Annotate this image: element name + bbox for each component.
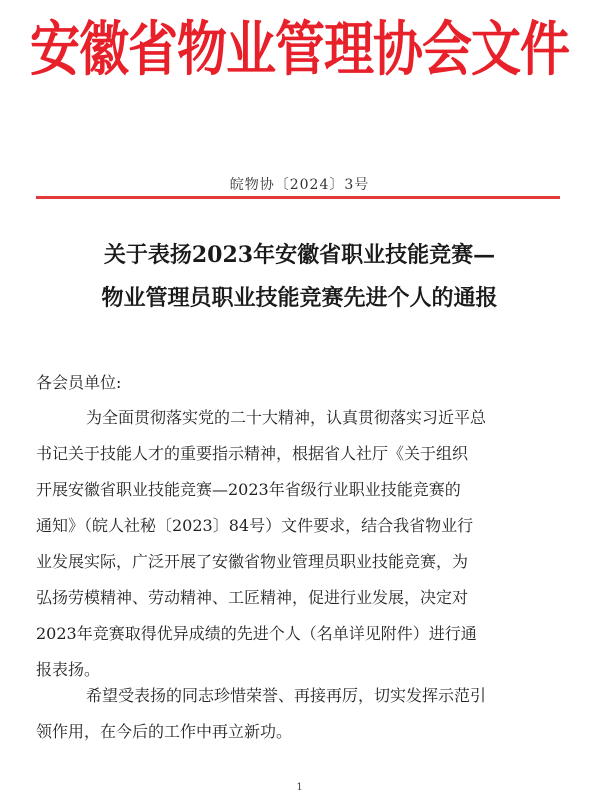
paragraph-line: 开展安徽省职业技能竞赛—2023年省级行业职业技能竞赛的: [36, 480, 461, 499]
paragraph-line: 业发展实际，广泛开展了安徽省物业管理员职业技能竞赛，为: [36, 552, 469, 571]
paragraph-line: 领作用，在今后的工作中再立新功。: [36, 722, 293, 741]
paragraph-line: 书记关于技能人才的重要指示精神，根据省人社厅《关于组织: [36, 444, 469, 463]
masthead-title: 安徽省物业管理协会文件: [30, 14, 569, 84]
body-paragraph-2: [36, 678, 564, 750]
paragraph-line: 报表扬。: [36, 660, 101, 679]
notice-title-line-1: 关于表扬2023年安徽省职业技能竞赛—: [103, 242, 496, 268]
notice-title-line-2: 物业管理员职业技能竞赛先进个人的通报: [101, 285, 498, 311]
paragraph-line: 为全面贯彻落实党的二十大精神，认真贯彻落实习近平总: [86, 408, 487, 427]
paragraph-line: 希望受表扬的同志珍惜荣誉、再接再厉，切实发挥示范引: [86, 686, 487, 705]
paragraph-line: 通知》（皖人社秘〔2023〕84号）文件要求，结合我省物业行: [36, 516, 474, 535]
paragraph-line: 弘扬劳模精神、劳动精神、工匠精神，促进行业发展，决定对: [36, 588, 469, 607]
salutation: 各会员单位:: [36, 373, 122, 392]
header-red-rule-bar: [36, 196, 560, 199]
header-red-rule: [36, 196, 560, 199]
paragraph-line: 2023年竞赛取得优异成绩的先进个人（名单详见附件）进行通: [36, 624, 477, 643]
page-number: 1: [296, 782, 303, 793]
document-number: 皖物协〔2024〕3号: [229, 177, 370, 193]
body-paragraph-1: [36, 400, 564, 688]
